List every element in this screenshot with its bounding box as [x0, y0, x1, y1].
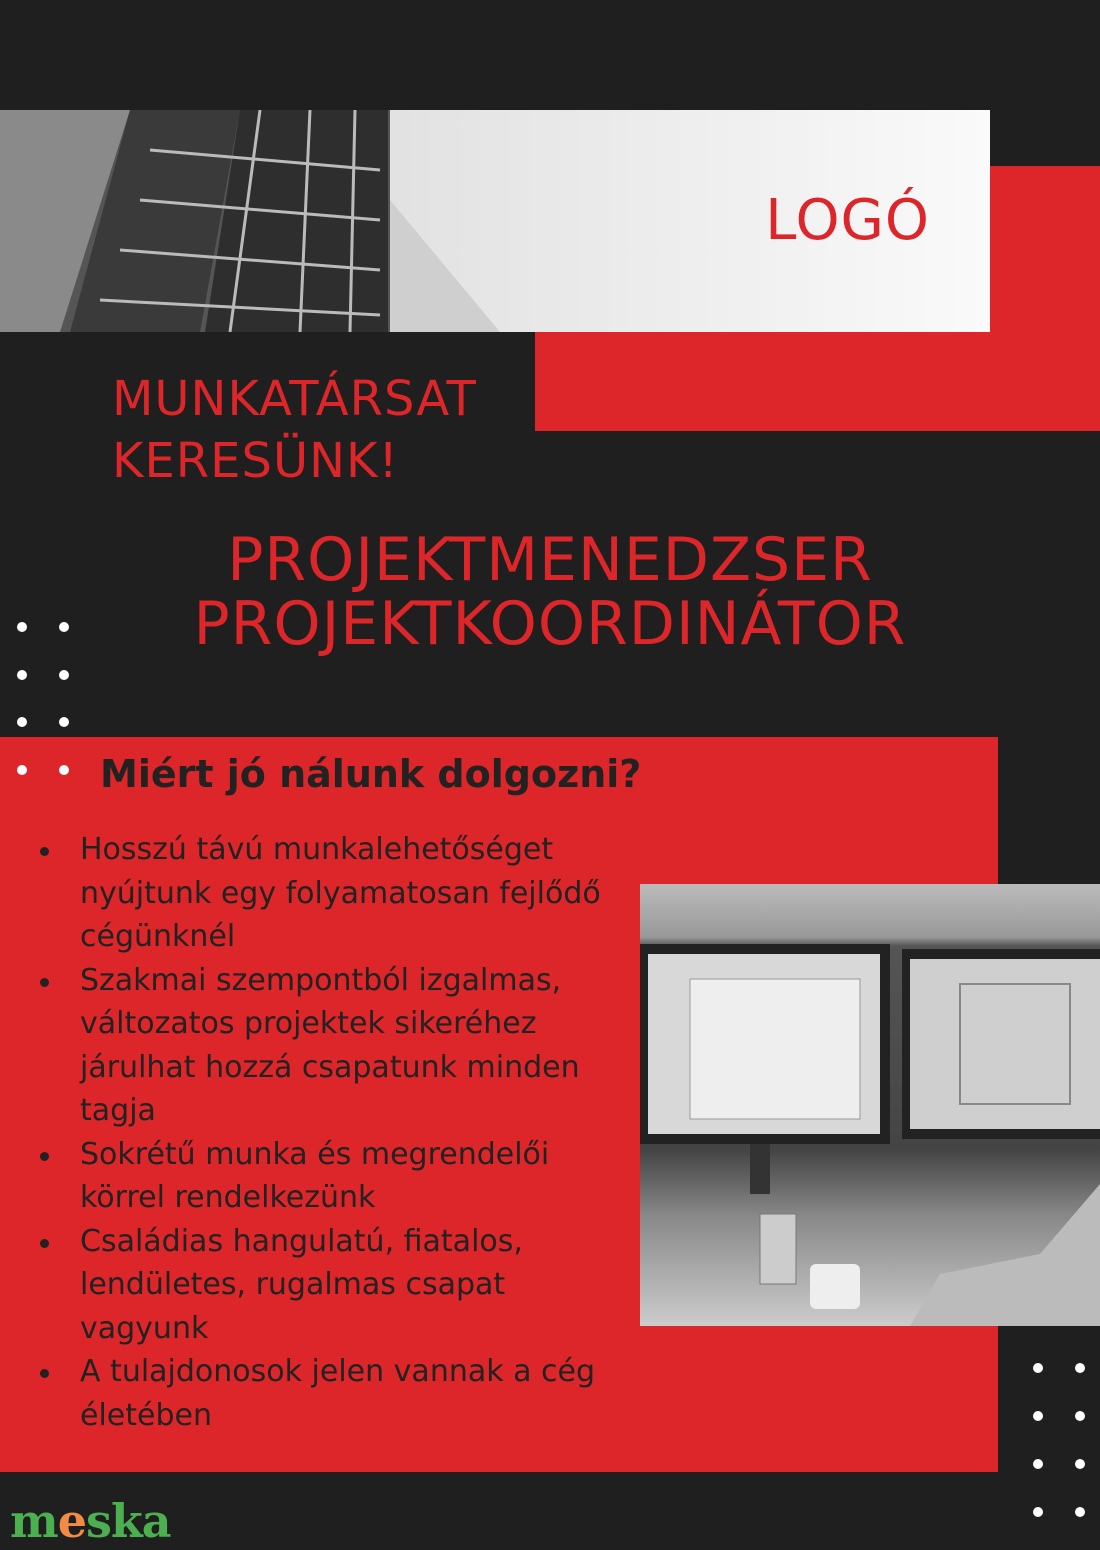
meska-logo [10, 1494, 171, 1548]
hiring-headline [112, 368, 477, 492]
job-title [0, 525, 1100, 659]
red-block-right [990, 166, 1100, 332]
dot-decoration [59, 717, 69, 727]
job-title-line-2: PROJEKTKOORDINÁTOR [193, 589, 907, 659]
dot-decoration [1033, 1411, 1043, 1421]
red-block-banner [535, 332, 1100, 431]
job-title-line-1: PROJEKTMENEDZSER [227, 525, 873, 595]
dot-decoration [59, 622, 69, 632]
benefits-heading: Miért jó nálunk dolgozni? [100, 752, 642, 796]
dot-decoration [1033, 1363, 1043, 1373]
dot-decoration [1075, 1507, 1085, 1517]
brand-text-accent: e [57, 1494, 86, 1548]
building-image [0, 110, 500, 332]
office-image [640, 884, 1100, 1326]
hiring-line-2: KERESÜNK! [112, 433, 399, 489]
dot-decoration [17, 765, 27, 775]
dot-decoration [1075, 1363, 1085, 1373]
list-item: Hosszú távú munkalehetőséget nyújtunk egy folyamatosan fejlődő cégünknél [40, 828, 620, 959]
dot-decoration [59, 670, 69, 680]
dot-decoration [1033, 1507, 1043, 1517]
brand-text: ska [85, 1494, 171, 1548]
office-photo [640, 884, 1100, 1326]
dot-decoration [17, 717, 27, 727]
dot-decoration [59, 765, 69, 775]
hiring-line-1: MUNKATÁRSAT [112, 371, 477, 427]
dot-decoration [17, 622, 27, 632]
dot-decoration [1075, 1459, 1085, 1469]
brand-text: m [10, 1494, 58, 1548]
list-item: A tulajdonosok jelen vannak a cég életében [40, 1350, 620, 1437]
list-item: Sokrétű munka és megrendelői körrel rendelkezünk [40, 1133, 620, 1220]
dot-decoration [1075, 1411, 1085, 1421]
dot-decoration [1033, 1459, 1043, 1469]
building-photo [0, 110, 990, 332]
dot-decoration [17, 670, 27, 680]
list-item: Szakmai szempontból izgalmas, változatos projektek sikeréhez járulhat hozzá csapatunk minden tagja [40, 959, 620, 1133]
logo-placeholder: LOGÓ [765, 188, 930, 253]
benefits-list [40, 828, 620, 1437]
list-item: Családias hangulatú, fiatalos, lendületes, rugalmas csapat vagyunk [40, 1220, 620, 1351]
